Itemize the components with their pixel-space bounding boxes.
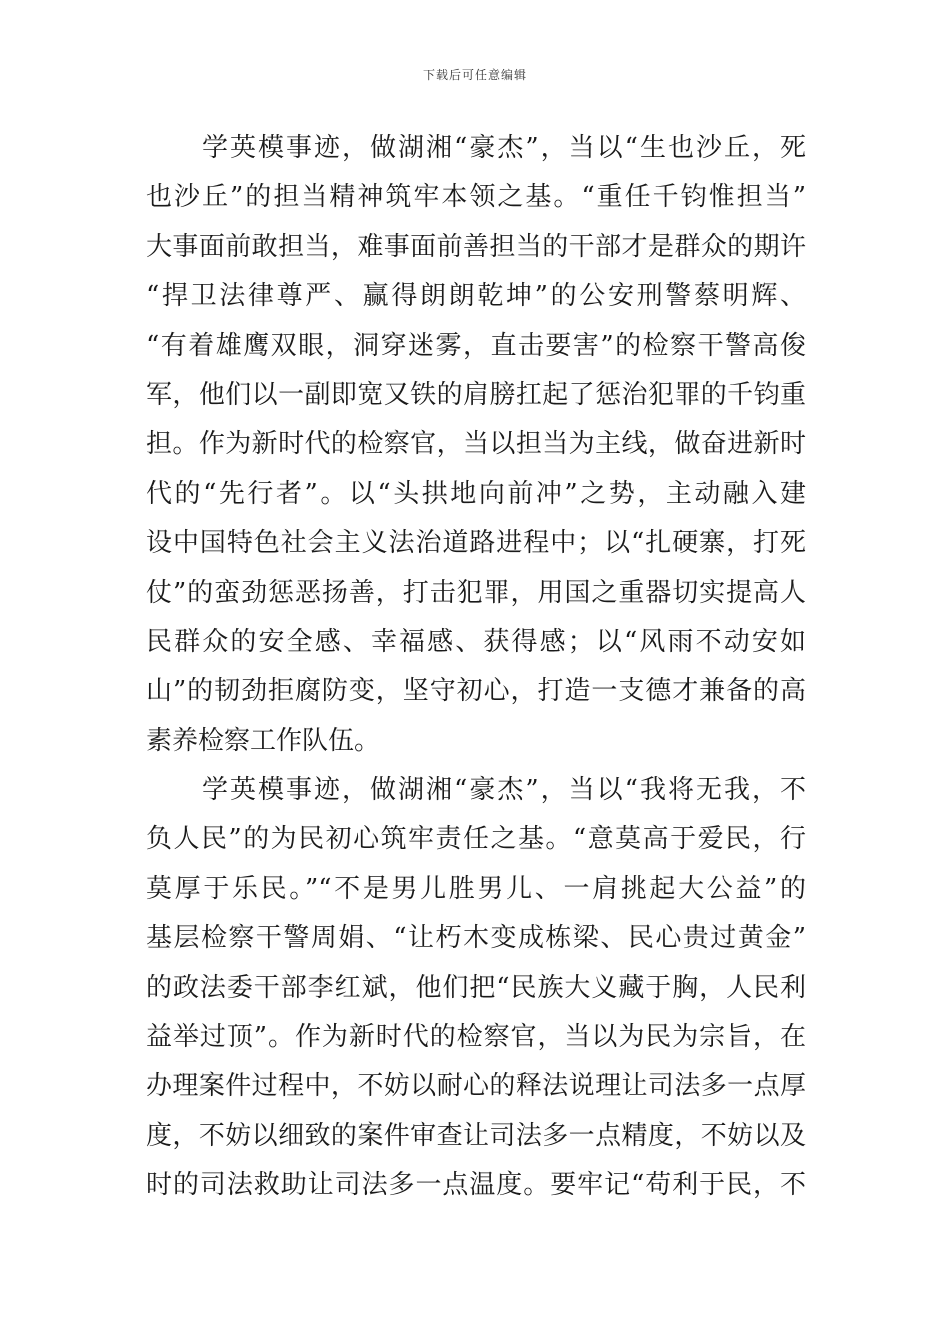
editable-download-note: 下载后可任意编辑: [422, 68, 527, 82]
text-line: 度，不妨以细致的案件审查让司法多一点精度，不妨以及: [146, 1120, 806, 1151]
text-line: 学英模事迹，做湖湘“豪杰”，当以“生也沙丘，死: [146, 133, 806, 163]
text-line: “有着雄鹰双眼，洞穿迷雾，直击要害”的检察干警高俊: [146, 330, 806, 361]
text-line: 代的“先行者”。以“头拱地向前冲”之势，主动融入建: [146, 478, 806, 509]
text-line: 军，他们以一副即宽又铁的肩膀扛起了惩治犯罪的千钧重: [146, 379, 806, 410]
text-line: 时的司法救助让司法多一点温度。要牢记“苟利于民，不: [146, 1170, 806, 1201]
text-line: 民群众的安全感、幸福感、获得感；以“风雨不动安如: [146, 626, 806, 657]
text-line: 大事面前敢担当，难事面前善担当的干部才是群众的期许: [146, 231, 806, 262]
text-line: 也沙丘”的担当精神筑牢本领之基。“重任千钧惟担当”: [146, 182, 806, 213]
text-line: 的政法委干部李红斌，他们把“民族大义藏于胸，人民利: [146, 972, 806, 1003]
text-line: 莫厚于乐民。”“不是男儿胜男儿、一肩挑起大公益”的: [146, 873, 806, 904]
text-line: 基层检察干警周娟、“让朽木变成栋梁、民心贵过黄金”: [146, 923, 806, 954]
text-line: 仗”的蛮劲惩恶扬善，打击犯罪，用国之重器切实提高人: [146, 577, 806, 608]
text-line: 素养检察工作队伍。: [146, 725, 381, 756]
text-line: 益举过顶”。作为新时代的检察官，当以为民为宗旨，在: [146, 1022, 806, 1053]
text-line: 设中国特色社会主义法治道路进程中；以“扎硬寨，打死: [146, 528, 806, 559]
text-line: 山”的韧劲拒腐防变，坚守初心，打造一支德才兼备的高: [146, 676, 806, 707]
text-line: “捍卫法律尊严、赢得朗朗乾坤”的公安刑警蔡明辉、: [146, 281, 806, 312]
text-line: 负人民”的为民初心筑牢责任之基。“意莫高于爱民，行: [146, 824, 806, 855]
body-text: [146, 124, 806, 1211]
text-line: 办理案件过程中，不妨以耐心的释法说理让司法多一点厚: [146, 1071, 806, 1102]
text-line: 学英模事迹，做湖湘“豪杰”，当以“我将无我，不: [146, 775, 806, 806]
text-line: 担。作为新时代的检察官，当以担当为主线，做奋进新时: [146, 429, 806, 460]
